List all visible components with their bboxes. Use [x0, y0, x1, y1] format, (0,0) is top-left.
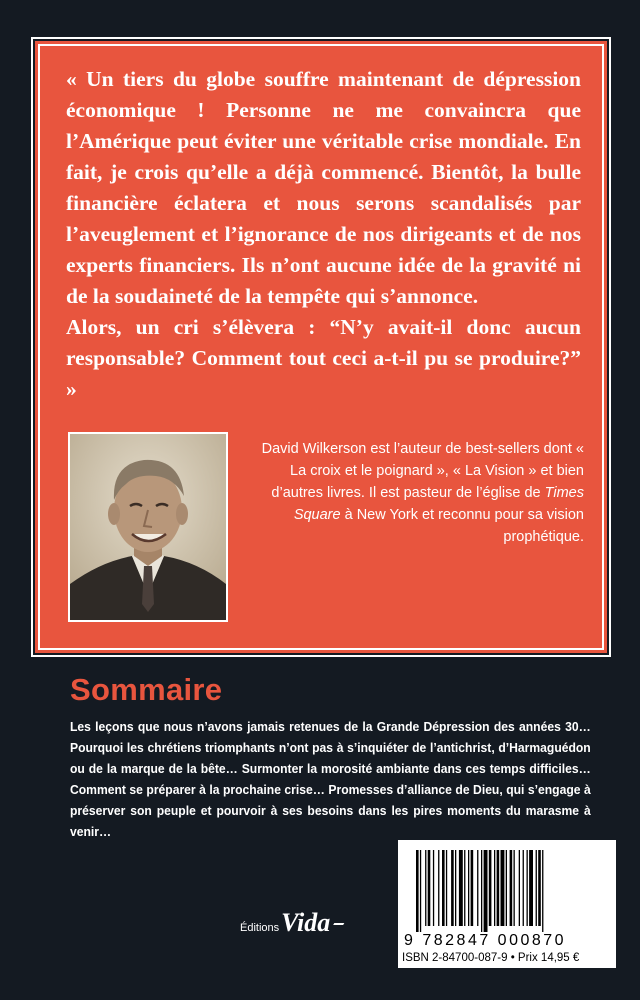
barcode-bar	[489, 850, 492, 926]
barcode-bar	[471, 850, 474, 926]
barcode-bar	[464, 850, 465, 926]
barcode-bar	[527, 850, 528, 926]
publisher-prefix: Éditions	[240, 922, 280, 934]
barcode-box	[398, 840, 616, 968]
barcode-bar	[425, 850, 426, 926]
price: Prix 14,95 €	[517, 952, 580, 964]
author-bio-text-1: David Wilkerson est l’auteur de best-sellers dont « La croix et le poignard », « La Vision » et bien d’autres livres. Il est pasteur de l’église de	[261, 441, 584, 501]
publisher-name: Vida	[281, 908, 331, 937]
barcode-bar	[455, 850, 456, 926]
author-portrait-image	[70, 434, 226, 620]
barcode-bar	[494, 850, 495, 926]
author-photo	[68, 432, 228, 622]
barcode-bar	[510, 850, 513, 926]
barcode-bar	[451, 850, 454, 926]
barcode-bar	[519, 850, 520, 926]
barcode-bar	[468, 850, 469, 926]
author-bio	[246, 438, 584, 548]
barcode-bar	[438, 850, 439, 926]
barcode-bar	[523, 850, 524, 926]
sommaire-text: Les leçons que nous n’avons jamais retenues de la Grande Dépression des années 30… Pourquoi les chrétiens triomphants n’ont pas à s’inquiéter de l’antichrist, d’Harmaguédon ou de la marque de la bête… Surmonter la morosité ambiante dans ces temps difficiles… Comment se préparer à la prochaine crise… Promesses d’alliance de Dieu, qui s’engage à préserver son peuple et pourvoir à ses besoins dans les pires moments du marasme à venir…	[70, 719, 591, 839]
quote-paragraph-1: « Un tiers du globe souffre maintenant de dépression économique ! Personne ne me convaincra que l’Amérique peut éviter une véritable crise mondiale. En fait, je crois qu’elle a déjà commencé. Bientôt, la bulle financière éclatera et nous serons scandalisés par l’aveuglement et l’ignorance de nos dirigeants et de nos experts financiers. Ils n’ont aucune idée de la gravité ni de la soudaineté de la tempête qui s’annonce.	[66, 67, 581, 308]
publisher-logo	[240, 908, 342, 938]
barcode-bar	[501, 850, 505, 926]
barcode-bar	[529, 850, 533, 926]
isbn-price-line	[402, 952, 614, 964]
barcode-bar	[538, 850, 541, 926]
barcode-bar	[484, 850, 488, 932]
author-bio-italic: Times Square	[293, 485, 584, 523]
isbn-number: ISBN 2-84700-087-9	[402, 952, 508, 964]
barcode-bar	[481, 850, 482, 932]
quote-paragraph-2: Alors, un cri s’élèvera : “N’y avait-il donc aucun responsable? Comment tout ceci a-t-il pu se produire?” »	[66, 315, 581, 401]
quote-panel	[38, 44, 604, 650]
barcode-bar	[477, 850, 478, 926]
barcode-bar	[459, 850, 463, 926]
isbn-separator: •	[510, 952, 515, 964]
publisher-swoosh-icon	[330, 923, 345, 931]
barcode-bar	[428, 850, 431, 926]
barcode-bar	[442, 850, 445, 926]
barcode-bar	[506, 850, 507, 926]
barcode-bar	[433, 850, 434, 926]
barcode-bar	[542, 850, 543, 932]
barcode-bar	[514, 850, 515, 926]
back-cover-quote	[66, 64, 581, 405]
barcode-bar	[446, 850, 447, 926]
barcode-bar	[420, 850, 421, 932]
barcode-bar	[416, 850, 419, 932]
barcode-bar	[536, 850, 537, 926]
sommaire-heading: Sommaire	[70, 672, 223, 707]
barcode-digits: 9 782847 000870	[404, 932, 567, 949]
barcode-bar	[497, 850, 500, 926]
author-bio-text-2: à New York et reconnu pour sa vision prophétique.	[340, 507, 584, 545]
barcode-icon	[414, 850, 600, 932]
